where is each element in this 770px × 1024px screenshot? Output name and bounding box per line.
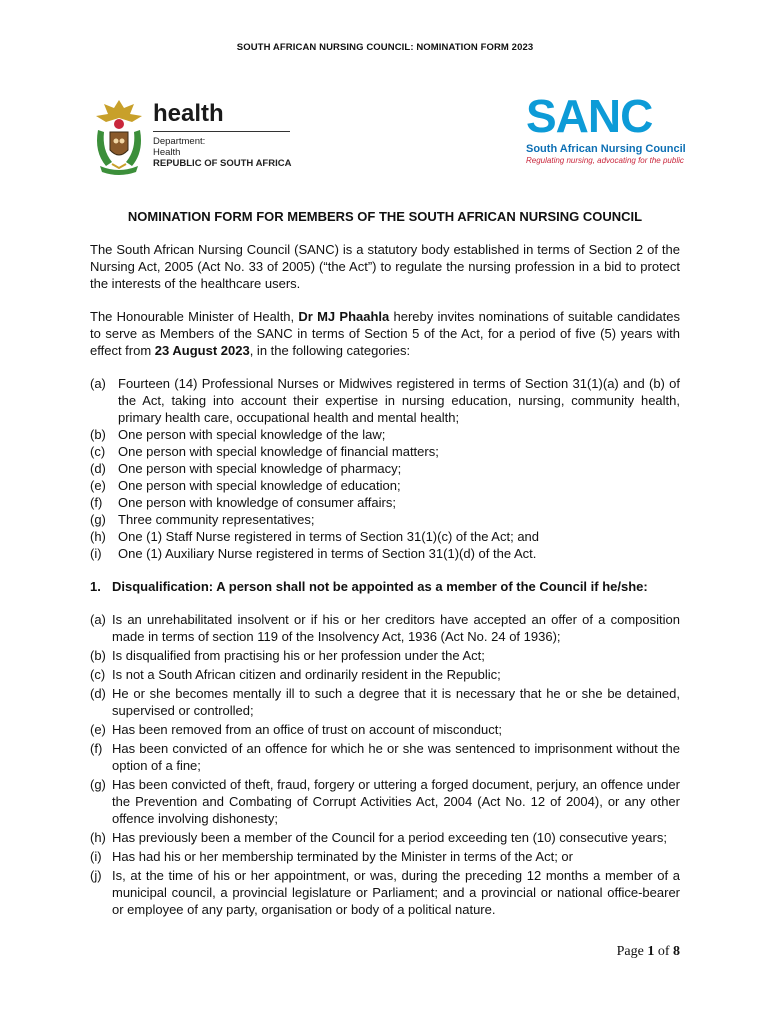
department-label: Department: [153,136,206,147]
categories-list [90,375,680,562]
list-item-label: (c) [90,667,106,682]
list-item [90,666,680,683]
list-item-text: Fourteen (14) Professional Nurses or Midwives registered in terms of Section 31(1)(a) and (b) of the Act, taking into account their expertise in nursing education, nursing, community health, primary health care, occupational health and mental health; [118,376,680,425]
list-item [90,443,680,460]
list-item-label: (h) [90,830,106,845]
list-item-text: One (1) Auxiliary Nurse registered in terms of Section 31(1)(d) of the Act. [118,546,537,561]
effective-date: 23 August 2023 [154,343,250,358]
sanc-wordmark: SANC [526,90,653,142]
list-item [90,829,680,846]
health-label: Health [153,147,181,158]
list-item-text: He or she becomes mentally ill to such a degree that it is necessary that he or she be detained, supervised or controlled; [112,686,680,718]
list-item-label: (a) [90,612,106,627]
document-body [90,208,680,934]
list-item [90,776,680,827]
list-item-label: (h) [90,529,106,544]
list-item [90,460,680,477]
list-item [90,867,680,918]
list-item [90,477,680,494]
health-wordmark [153,102,291,169]
list-item-text: Is an unrehabilitated insolvent or if his or her creditors have accepted an offer of a composition made in terms of section 119 of the Insolvency Act, 1936 (Act No. 24 of 1936); [112,612,680,644]
list-item [90,426,680,443]
list-item-label: (e) [90,722,106,737]
list-item-text: Has been convicted of theft, fraud, forgery or uttering a forged document, perjury, an offence under the Prevention and Combating of Corrupt Activities Act, 2004 (Act No. 12 of 2004), or any other offence involving dishonesty; [112,777,680,826]
coat-of-arms-icon [90,96,148,176]
list-item-label: (c) [90,444,106,459]
list-item [90,545,680,562]
country-label: REPUBLIC OF SOUTH AFRICA [153,158,292,169]
list-item-text: Has been convicted of an offence for which he or she was sentenced to imprisonment without the option of a fine; [112,741,680,773]
list-item [90,647,680,664]
current-page: 1 [647,944,655,959]
invite-text-2: hereby invites nominations of suitable candidates to serve as Members of the SANC in terms of Section 5 of the Act, for a period of five (5) years with effect from [90,309,680,358]
list-item-text: Is, at the time of his or her appointment, or was, during the preceding 12 months a member of a municipal council, a provincial legislature or Parliament; and a provincial or national office-bearer or employee of any party, organisation or body of a political nature. [112,868,680,917]
health-department-logo [90,96,300,176]
total-pages: 8 [673,944,680,959]
list-item-text: One person with special knowledge of financial matters; [118,444,439,459]
list-item-label: (a) [90,376,106,391]
intro-paragraph: The South African Nursing Council (SANC) is a statutory body established in terms of Section 2 of the Nursing Act, 2005 (Act No. 33 of 2005) (“the Act”) to regulate the nursing profession in a bid to protect the interests of the healthcare users. [90,242,680,291]
list-item-text: Three community representatives; [118,512,315,527]
list-item-label: (b) [90,648,106,663]
section-number: 1. [90,579,101,594]
list-item-text: One person with knowledge of consumer affairs; [118,495,396,510]
list-item [90,528,680,545]
divider [153,131,290,132]
list-item-text: Has been removed from an office of trust on account of misconduct; [112,722,502,737]
list-item-label: (d) [90,686,106,701]
list-item-text: One person with special knowledge of education; [118,478,401,493]
page-word: Page [616,944,648,959]
list-item [90,721,680,738]
list-item-label: (f) [90,495,103,510]
sanc-logo [526,90,686,173]
invite-text-1: The Honourable Minister of Health, [90,309,299,324]
list-item-label: (b) [90,427,106,442]
sanc-full-name: South African Nursing Council [526,143,686,155]
section-heading [90,578,680,595]
invitation-paragraph [90,308,680,359]
list-item [90,685,680,719]
running-header: SOUTH AFRICAN NURSING COUNCIL: NOMINATION FORM 2023 [236,42,534,53]
list-item [90,511,680,528]
list-item-text: Is disqualified from practising his or her profession under the Act; [112,648,485,663]
disqualification-list [90,611,680,918]
list-item [90,611,680,645]
list-item [90,740,680,774]
minister-name: Dr MJ Phaahla [298,309,390,324]
health-word: health [153,100,224,127]
list-item-text: One person with special knowledge of pharmacy; [118,461,402,476]
section-title: Disqualification: A person shall not be appointed as a member of the Council if he/she: [112,579,648,594]
invite-text-3: , in the following categories: [249,343,411,358]
list-item [90,848,680,865]
of-word: of [654,944,673,959]
list-item-label: (j) [90,868,102,883]
list-item-text: One person with special knowledge of the law; [118,427,386,442]
list-item-label: (g) [90,512,106,527]
list-item-label: (i) [90,546,102,561]
page-number [617,944,680,960]
list-item-text: Has had his or her membership terminated by the Minister in terms of the Act; or [112,849,573,864]
document-title: NOMINATION FORM FOR MEMBERS OF THE SOUTH AFRICAN NURSING COUNCIL [127,209,643,224]
list-item-label: (i) [90,849,102,864]
list-item-label: (g) [90,777,106,792]
list-item-text: Has previously been a member of the Council for a period exceeding ten (10) consecutive years; [112,830,667,845]
list-item-text: One (1) Staff Nurse registered in terms of Section 31(1)(c) of the Act; and [118,529,540,544]
list-item [90,494,680,511]
list-item [90,375,680,426]
list-item-text: Is not a South African citizen and ordinarily resident in the Republic; [112,667,501,682]
list-item-label: (e) [90,478,106,493]
list-item-label: (f) [90,741,103,756]
sanc-tagline: Regulating nursing, advocating for the public [526,156,684,165]
list-item-label: (d) [90,461,106,476]
